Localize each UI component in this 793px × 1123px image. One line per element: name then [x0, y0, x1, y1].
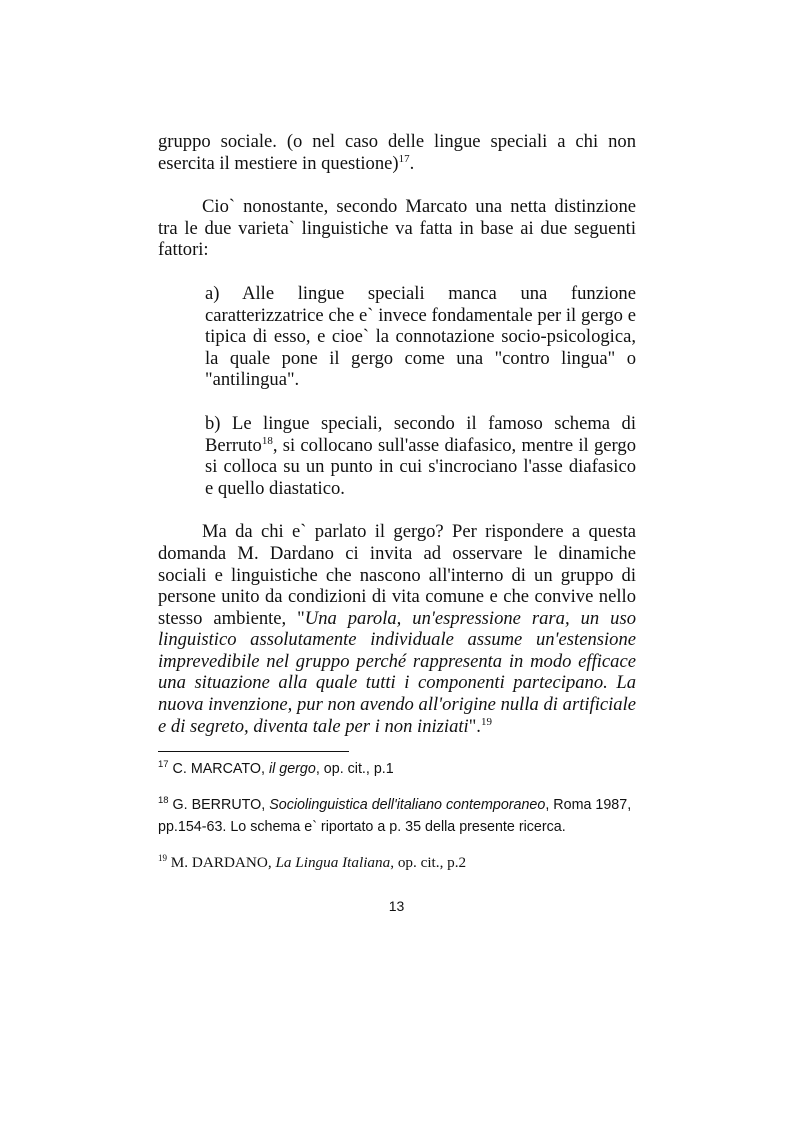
- paragraph-text: gruppo sociale. (o nel caso delle lingue speciali a chi non esercita il mestiere in questione): [158, 131, 636, 174]
- footnote-title: il gergo: [268, 761, 316, 778]
- footnote-separator: [158, 751, 349, 752]
- paragraph-end: .: [409, 152, 415, 174]
- footnote-number: 19: [158, 853, 167, 864]
- list-item-b: [205, 413, 636, 499]
- footnote-ref-18[interactable]: 18: [261, 434, 273, 447]
- paragraph-text: Ma da chi e` parlato il gergo? Per rispondere a questa domanda M. Dardano ci invita ad osservare le dinamiche sociali e linguistiche che nascono all'interno di un gruppo di persone unito da condizioni di vita comune e che convive nello stesso ambiente, ": [158, 521, 636, 629]
- page-body: [158, 131, 636, 873]
- footnote-ref-17[interactable]: 17: [398, 152, 410, 165]
- footnote-17: [158, 758, 636, 780]
- footnote-rest: , Roma 1987, pp.154-63. Lo schema e` riportato a p. 35 della presente ricerca.: [158, 797, 632, 836]
- footnote-18: [158, 794, 636, 838]
- dardano-quote: Una parola, un'espressione rara, un uso linguistico assolutamente individuale assume un'estensione imprevedibile nel gruppo perché rappresenta in modo efficace una situazione alla quale tutti i componenti partecipano. La nuova invenzione, pur non avendo all'origine nulla di artificiale e di segreto, diventa tale per i non iniziati: [158, 607, 636, 737]
- paragraph-dardano: [158, 521, 636, 737]
- page-number: 13: [388, 898, 405, 914]
- paragraph-continuation: [158, 131, 636, 174]
- footnote-author: G. BERRUTO,: [168, 797, 270, 814]
- footnote-number: 17: [158, 759, 169, 771]
- paragraph-distinction: Cio` nonostante, secondo Marcato una netta distinzione tra le due varieta` linguistiche va fatta in base ai due seguenti fattori:: [158, 196, 636, 261]
- footnote-19: [158, 853, 636, 873]
- footnote-title: Sociolinguistica dell'italiano contemporaneo: [269, 797, 546, 814]
- list-item-b-text-end: , si collocano sull'asse diafasico, mentre il gergo si colloca su un punto in cui s'incrociano l'asse diafasico e quello diastatico.: [205, 434, 636, 499]
- footnote-number: 18: [158, 795, 169, 807]
- footnote-ref-19[interactable]: 19: [480, 715, 492, 728]
- list-item-a: a) Alle lingue speciali manca una funzione caratterizzatrice che e` invece fondamentale per il gergo e tipica di esso, e cioe` la connotazione socio-psicologica, la quale pone il gergo come una "contro lingua" o "antilingua".: [205, 282, 636, 391]
- footnote-rest: , op. cit., p.2: [390, 854, 467, 872]
- footnote-title: La Lingua Italiana: [275, 854, 391, 872]
- list-item-b-text: b) Le lingue speciali, secondo il famoso schema di Berruto: [205, 412, 636, 456]
- footnote-author: C. MARCATO,: [168, 761, 269, 778]
- quote-close: ".: [468, 715, 481, 737]
- footnote-author: M. DARDANO,: [167, 854, 276, 872]
- footnote-rest: , op. cit., p.1: [315, 761, 394, 778]
